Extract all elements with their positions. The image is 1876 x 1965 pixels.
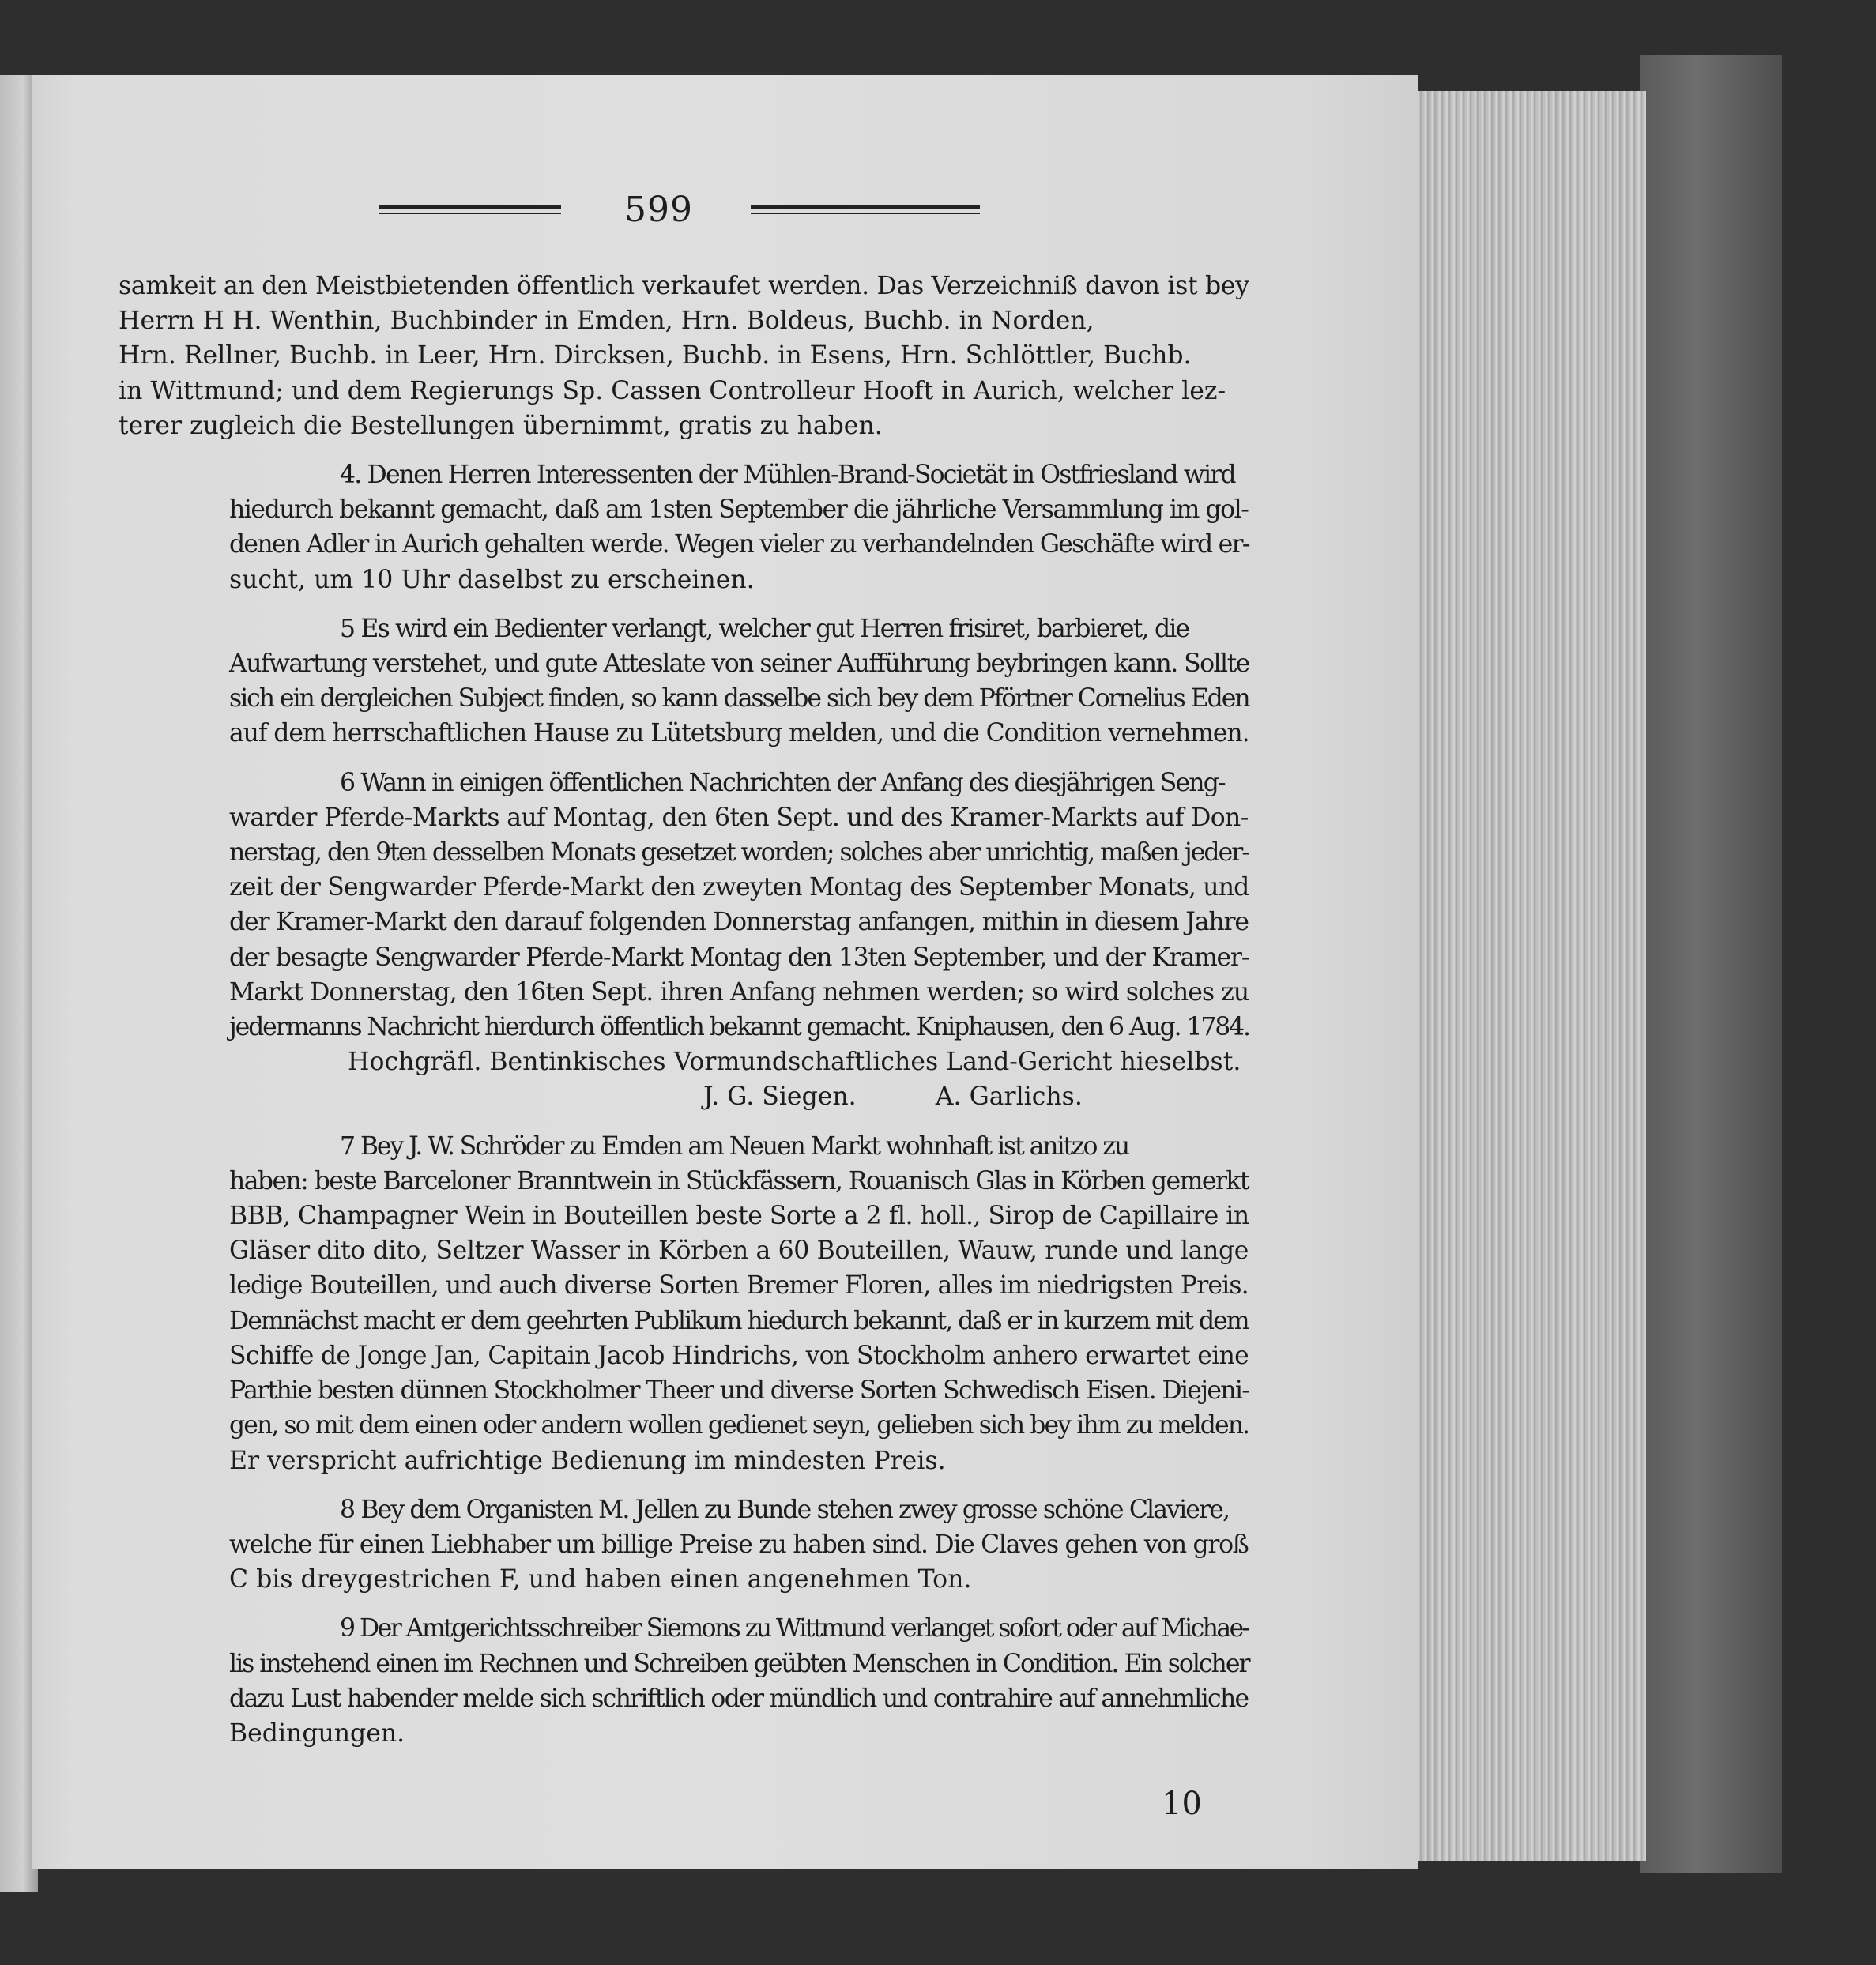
text-line: nerstag, den 9ten desselben Monats gesetzet worden; solches aber unrichtig, maßen jeder- (229, 838, 1249, 868)
text-line: Parthie besten dünnen Stockholmer Theer und diverse Sorten Schwedisch Eisen. Diejeni- (229, 1376, 1249, 1406)
text-line: Bedingungen. (229, 1718, 405, 1748)
text-line: in Wittmund; und dem Regierungs Sp. Cassen Controlleur Hooft in Aurich, welcher lez- (119, 376, 1226, 405)
header-rule-right (751, 205, 980, 214)
book-cover (1640, 55, 1782, 1873)
notice-8 (119, 1493, 1249, 1598)
header-rule-left (379, 205, 561, 214)
intro-paragraph (119, 269, 1249, 443)
text-line: denen Adler in Aurich gehalten werde. Wegen vieler zu verhandelnden Geschäfte wird er- (229, 530, 1249, 559)
notice-7 (119, 1129, 1249, 1478)
text-line: ledige Bouteillen, und auch diverse Sorten Bremer Floren, alles im niedrigsten Preis. (229, 1271, 1249, 1301)
text-line: Aufwartung verstehet, und gute Atteslate von seiner Aufführung beybringen kann. Sollte (229, 649, 1249, 679)
text-line: Markt Donnerstag, den 16ten Sept. ihren Anfang nehmen werden; so wird solches zu (229, 977, 1249, 1007)
text-line: 9 Der Amtgerichtsschreiber Siemons zu Wittmund verlanget sofort oder auf Michae- (340, 1614, 1249, 1643)
text-line: 7 Bey J. W. Schröder zu Emden am Neuen Markt wohnhaft ist anitzo zu (340, 1131, 1129, 1161)
text-line: samkeit an den Meistbietenden öffentlich verkaufet werden. Das Verzeichniß davon ist bey (119, 272, 1249, 300)
text-line: Gläser dito dito, Seltzer Wasser in Körben a 60 Bouteillen, Wauw, runde und lange (229, 1237, 1249, 1266)
notice-4 (119, 457, 1249, 597)
text-line: haben: beste Barceloner Branntwein in Stückfässern, Rouanisch Glas in Körben gemerkt (229, 1166, 1249, 1195)
notice-5 (119, 612, 1249, 751)
catchword: 10 (1162, 1786, 1202, 1822)
text-line: sich ein dergleichen Subject finden, so kann dasselbe sich bey dem Pförtner Cornelius Eden (229, 684, 1249, 713)
text-line: auf dem herrschaftlichen Hause zu Lütetsburg melden, und die Condition vernehmen. (229, 719, 1249, 748)
text-line: 6 Wann in einigen öffentlichen Nachrichten der Anfang des diesjährigen Seng- (340, 768, 1225, 797)
text-line: terer zugleich die Bestellungen übernimmt, gratis zu haben. (119, 411, 883, 440)
text-line: 4. Denen Herren Interessenten der Mühlen-Brand-Societät in Ostfriesland wird (340, 461, 1235, 490)
text-line: gen, so mit dem einen oder andern wollen gedienet seyn, gelieben sich bey ihm zu melden. (229, 1411, 1249, 1440)
court-signature: Hochgräfl. Bentinkisches Vormundschaftliches Land-Gericht hieselbst. (348, 1048, 1241, 1077)
page-number: 599 (624, 190, 693, 230)
text-line: zeit der Sengwarder Pferde-Markt den zweyten Montag des September Monats, und (229, 873, 1249, 902)
text-line: lis instehend einen im Rechnen und Schreiben geübten Menschen in Condition. Ein solcher (229, 1649, 1249, 1678)
text-line: 8 Bey dem Organisten M. Jellen zu Bunde stehen zwey grosse schöne Claviere, (340, 1495, 1230, 1524)
text-line: dazu Lust habender melde sich schriftlich oder mündlich und contrahire auf annehmliche (229, 1684, 1249, 1713)
text-line: 5 Es wird ein Bedienter verlangt, welcher gut Herren frisiret, barbieret, die (340, 614, 1189, 643)
text-line: C bis dreygestrichen F, und haben einen angenehmen Ton. (229, 1565, 972, 1594)
text-line: warder Pferde-Markts auf Montag, den 6ten Sept. und des Kramer-Markts auf Don- (229, 803, 1249, 832)
notice-6 (119, 766, 1249, 1115)
text-line: jedermanns Nachricht hierdurch öffentlich bekannt gemacht. Kniphausen, den 6 Aug. 1784. (229, 1013, 1249, 1042)
text-line: Schiffe de Jonge Jan, Capitain Jacob Hindrichs, von Stockholm anhero erwartet eine (229, 1341, 1249, 1370)
text-line: der Kramer-Markt den darauf folgenden Donnerstag anfangen, mithin in diesem Jahre (229, 908, 1249, 937)
text-line: Er verspricht aufrichtige Bedienung im mindesten Preis. (229, 1446, 946, 1475)
notice-9 (119, 1611, 1249, 1751)
page-text (119, 269, 1249, 1765)
text-line: der besagte Sengwarder Pferde-Markt Montag den 13ten September, und der Kramer- (229, 943, 1249, 972)
text-line: BBB, Champagner Wein in Bouteillen beste Sorte a 2 fl. holl., Sirop de Capillaire in (229, 1202, 1249, 1231)
text-line: Hrn. Rellner, Buchb. in Leer, Hrn. Dircksen, Buchb. in Esens, Hrn. Schlöttler, Buchb. (119, 341, 1192, 371)
text-line: welche für einen Liebhaber um billige Preise zu haben sind. Die Claves gehen von groß (229, 1530, 1249, 1559)
signers: J. G. Siegen. A. Garlichs. (703, 1082, 1083, 1112)
page-fore-edge (1407, 91, 1646, 1861)
page-header (379, 190, 980, 237)
text-line: hiedurch bekannt gemacht, daß am 1sten September die jährliche Versammlung im gol- (229, 495, 1249, 525)
text-line: sucht, um 10 Uhr daselbst zu erscheinen. (229, 565, 755, 594)
text-line: Herrn H H. Wenthin, Buchbinder in Emden, Hrn. Boldeus, Buchb. in Norden, (119, 307, 1094, 336)
text-line: Demnächst macht er dem geehrten Publikum hiedurch bekannt, daß er in kurzem mit dem (229, 1306, 1249, 1335)
